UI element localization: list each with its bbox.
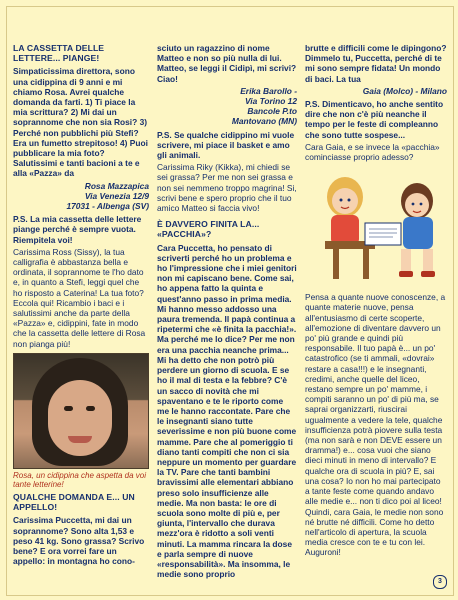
letter-rosa: Simpaticissima direttora, sono una cidippina di 9 anni e mi chiamo Rosa. Avrei qualche domanda da farti. 1) Ti piace la mia scrittura? 2) Mi dai un soprannome che non sia Rosi? 3) Perché non pubblichi più Stefi? Era un fumetto strepitoso! 4) Puoi pubblicare la mia foto? Salutissimi e tanti bacioni a te e alla «Pazza» da [13, 66, 148, 179]
letter-gaia-cont: brutte e difficili come le dipingono? Dimmelo tu, Puccetta, perché di te mi sono sempre fidata! Un mondo di baci. La tua [305, 43, 447, 84]
ps-erika: P.S. Se qualche cidippino mi vuole scrivere, mi piace il basket e amo gli animali. [157, 129, 295, 161]
signature-gaia: Gaia (Molco) - Milano [362, 85, 447, 96]
signature-erika: Erika Barollo - Via Torino 12 Bancole P.to Mantovano (MN) [231, 85, 297, 127]
letter-erika-cont: sciuto un ragazzino di nome Matteo e non so più nulla di lui. Matteo, se leggi il Cidipì, mi scrivi? Ciao! [157, 43, 297, 84]
illustration-girls-studying [305, 167, 447, 287]
photo-rosa [13, 353, 149, 469]
title-pacchia: È DAVVERO FINITA LA... «PACCHIA»? [157, 219, 260, 240]
letter-erika: Carissima Puccetta, mi dai un soprannome? Sono alta 1,53 e peso 41 kg. Sono grassa? Scrivo bene? E ora vorrei fare un appello: in montagna ho cono- [13, 515, 145, 567]
photo-caption: Rosa, un cidippina che aspetta da voi tante letterine! [13, 470, 146, 490]
reply-rosa: Carissima Ross (Sissy), la tua calligrafia è abbastanza bella e ordinata, il soprannome te l'ho dato e, in quanto a Stefi, leggi quel che ho risposto a Caterina! La tua foto? Eccola qui! Ricambio i baci e i salutissimi anche da parte della «Pazza» e, cidippini, fate in modo che la cassetta delle lettere di Rosa non pianga più! [13, 246, 146, 349]
column-right [305, 43, 447, 560]
reply-gaia: Pensa a quante nuove conoscenze, a quante materie nuove, pensa all'entusiasmo di certe scoperte, all'emozione di diventare davvero un po' più grande e quindi più responsabile. Il tuo papà è... un po' catastrofico (se ti ammali, «dovrai» restare a casa!!!) e le insegnanti, credimi, anche quelle del liceo, restano sempre un po' mamme, i compiti saranno un po' di più ma, se saprai organizzarti, riuscirai ugualmente a vedere la tele, qualche insufficienza potrà piovere sulla testa (ma non sarà e non DEVE essere un dramma!) e... cosa vuoi che siano dieci minuti in meno di intervallo? E qualche ora di scuola in più? E, sai una cosa? Io non ho mai partecipato a tante feste come quando andavo alle medie e... non ti dico poi al liceo! Quindi, cara Gaia, le medie non sono né brutte né difficili. Come ho detto nell'articolo di apertura, la scuola media cresce con te e tu con lei. Auguroni! [305, 292, 446, 558]
title-domanda: QUALCHE DOMANDA E... UN APPELLO! [13, 492, 135, 513]
reply-erika: Carissima Riky (Kikka), mi chiedi se sei grassa? Per me non sei grassa e non sei nemmeno troppo magrina! Si, scrivi bene e spero proprio che il tuo amico Matteo si faccia vivo! [157, 162, 297, 214]
page-number: 3 [433, 575, 447, 589]
title-cassetta: LA CASSETTA DELLE LETTERE... PIANGE! [13, 43, 105, 64]
column-middle [157, 43, 297, 581]
ps-gaia: P.S. Dimenticavo, ho anche sentito dire che non c'è più neanche il tempo per le feste di compleanno che sono tutte sospese... [305, 99, 444, 140]
column-left [13, 43, 149, 569]
ps-rosa: P.S. La mia cassetta delle lettere piange perché è sempre vuota. Riempitela voi! [13, 214, 142, 245]
letter-gaia: Cara Puccetta, ho pensato di scriverti perché ho un problema e ho l'impressione che i miei genitori non mi capiscano bene. Come sai, ho appena fatto la quinta e quest'anno passo in prima media. Mi hanno messo addosso una paura tremenda. Il papà continua a ripetermi che «è finita la pacchia!». Ma perché me lo dice? Per me non era una pacchia neanche prima... Mi ha detto che non potrò più perdere un giorno di scuola. E se ho il mal di testa e la febbre? C'è un sacco di novità che mi spaventano e te le riporto come me le hanno raccontate. Pare che le insegnanti siano tutte severissime e non più buone come mamme. Pare che al pomeriggio ti diano tanti compiti che non ci sia neppure un momento per guardare la TV. Pare che tanti bambini bravissimi alle elementari abbiano preso solo insufficienze alle medie. Ma non basta: le ore di scuola sono molte di più e, per giunta, l'intervallo che durava mezz'ora è ridotto a soli venti minuti. La mamma rincara la dose e parla sempre di nuove «responsabilità». Ma insomma, le medie sono proprio [157, 242, 297, 580]
magazine-page [6, 6, 454, 596]
signature-rosa: Rosa Mazzapica Via Venezia 12/9 17031 - Albenga (SV) [66, 180, 149, 212]
reply-gaia-intro: Cara Gaia, e se invece la «pacchia» cominciasse proprio adesso? [305, 141, 440, 163]
